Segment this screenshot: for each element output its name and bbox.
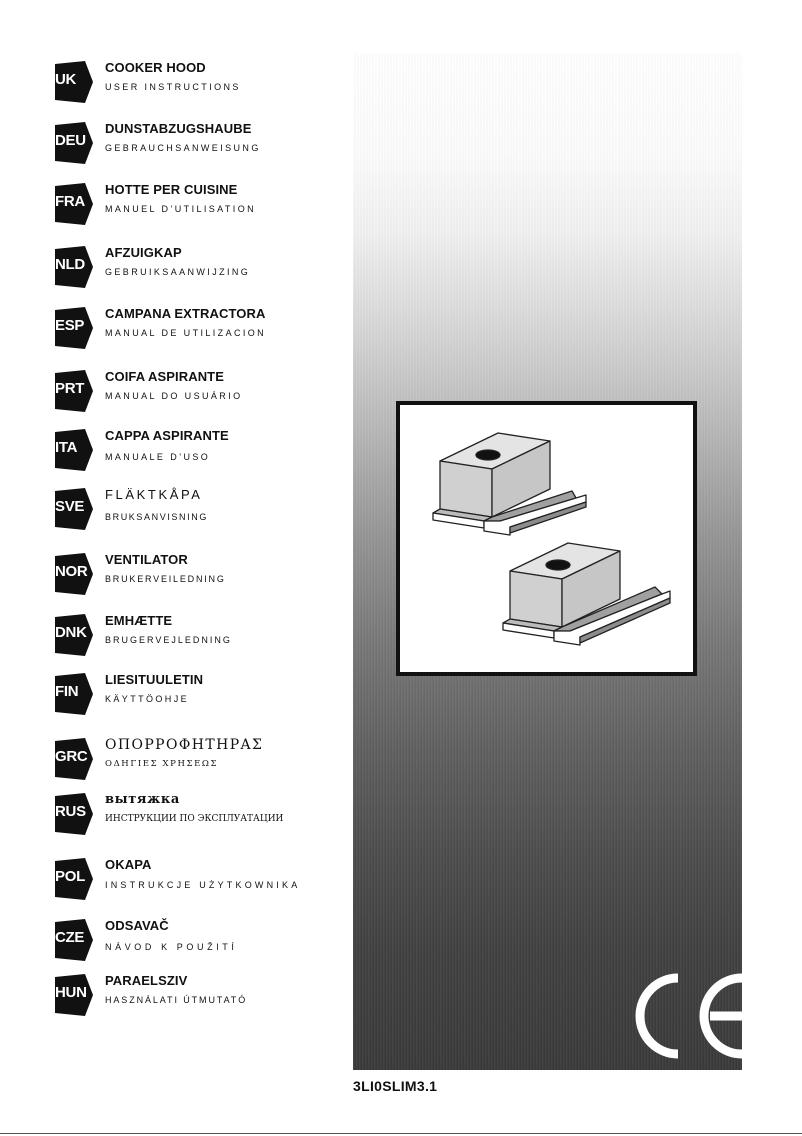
language-title: вытяжка [105,792,180,807]
language-subtitle: HASZNÁLATI ÚTMUTATÓ [105,995,248,1005]
language-title: PARAELSZIV [105,973,188,988]
language-code: NLD [55,256,85,273]
language-subtitle: INSTRUKCJE UŻYTKOWNIKA [105,880,301,890]
language-subtitle: NÁVOD K POUŽITÍ [105,942,238,952]
language-entry-uk [0,60,350,104]
language-subtitle: MANUAL DE UTILIZACION [105,328,267,338]
language-badge-rus [54,792,94,836]
language-subtitle: MANUALE D’USO [105,452,211,462]
language-badge-sve [54,487,94,531]
language-badge-fin [54,672,94,716]
cooker-hood-1 [433,433,586,535]
language-title: VENTILATOR [105,552,188,567]
cooker-hood-drawing [400,405,693,672]
language-subtitle: USER INSTRUCTIONS [105,82,241,92]
language-badge-nor [54,552,94,596]
language-title: DUNSTABZUGSHAUBE [105,121,252,136]
language-badge-fra [54,182,94,226]
language-subtitle: ИНСТРУКЦИИ ПО ЭКСПЛУАТАЦИИ [105,814,284,824]
language-list [0,0,350,1060]
language-badge-dnk [54,613,94,657]
language-subtitle: MANUEL D’UTILISATION [105,204,257,214]
language-code: UK [55,71,77,88]
language-title: ΟΠΟΡΡΟΦΗΤΗΡΑΣ [105,737,264,753]
language-badge-grc [54,737,94,781]
language-code: NOR [55,563,88,580]
language-entry-pol [0,857,350,901]
language-entry-sve [0,487,350,531]
language-code: CZE [55,929,85,946]
language-code: ITA [55,439,78,456]
language-code: HUN [55,984,87,1001]
language-code: RUS [55,803,86,820]
language-title: COIFA ASPIRANTE [105,369,224,384]
language-badge-prt [54,369,94,413]
language-badge-hun [54,973,94,1017]
language-code: DNK [55,624,87,641]
language-entry-cze [0,918,350,962]
model-code: 3LI0SLIM3.1 [353,1078,438,1094]
cooker-hood-2 [503,543,670,645]
language-entry-esp [0,306,350,350]
language-badge-pol [54,857,94,901]
product-illustration [396,401,697,676]
language-entry-nld [0,245,350,289]
language-title: COOKER HOOD [105,60,206,75]
language-code: PRT [55,380,85,397]
language-badge-uk [54,60,94,104]
language-title: HOTTE PER CUISINE [105,182,238,197]
language-subtitle: ΟΔΗΓΙΕΣ ΧΡΗΣΕΩΣ [105,759,219,769]
language-entry-grc [0,737,350,781]
language-subtitle: BRUKSANVISNING [105,512,208,522]
language-entry-prt [0,369,350,413]
language-entry-fra [0,182,350,226]
language-subtitle: BRUGERVEJLEDNING [105,635,232,645]
language-entry-fin [0,672,350,716]
language-code: FRA [55,193,85,210]
language-badge-esp [54,306,94,350]
language-title: CAMPANA EXTRACTORA [105,306,266,321]
language-title: EMHÆTTE [105,613,173,628]
language-title: OKAPA [105,857,152,872]
language-title: AFZUIGKAP [105,245,182,260]
language-badge-ita [54,428,94,472]
language-badge-cze [54,918,94,962]
language-entry-hun [0,973,350,1017]
language-entry-rus [0,792,350,836]
language-title: FLÄKTKÅPA [105,487,203,502]
language-subtitle: GEBRUIKSAANWIJZING [105,267,251,277]
language-code: SVE [55,498,85,515]
language-subtitle: KÄYTTÖOHJE [105,694,190,704]
language-title: ODSAVAČ [105,918,169,933]
language-badge-deu [54,121,94,165]
language-entry-dnk [0,613,350,657]
language-entry-ita [0,428,350,472]
language-entry-nor [0,552,350,596]
language-title: LIESITUULETIN [105,672,204,687]
language-entry-deu [0,121,350,165]
language-badge-nld [54,245,94,289]
language-code: ESP [55,317,85,334]
language-code: POL [55,868,85,885]
bottom-rule [0,1133,802,1134]
language-title: CAPPA ASPIRANTE [105,428,229,443]
language-subtitle: GEBRAUCHSANWEISUNG [105,143,261,153]
language-code: FIN [55,683,79,700]
language-code: GRC [55,748,88,765]
language-subtitle: MANUAL DO USUÁRIO [105,391,243,401]
ce-mark-icon [628,966,744,1066]
language-subtitle: BRUKERVEILEDNING [105,574,226,584]
language-code: DEU [55,132,86,149]
